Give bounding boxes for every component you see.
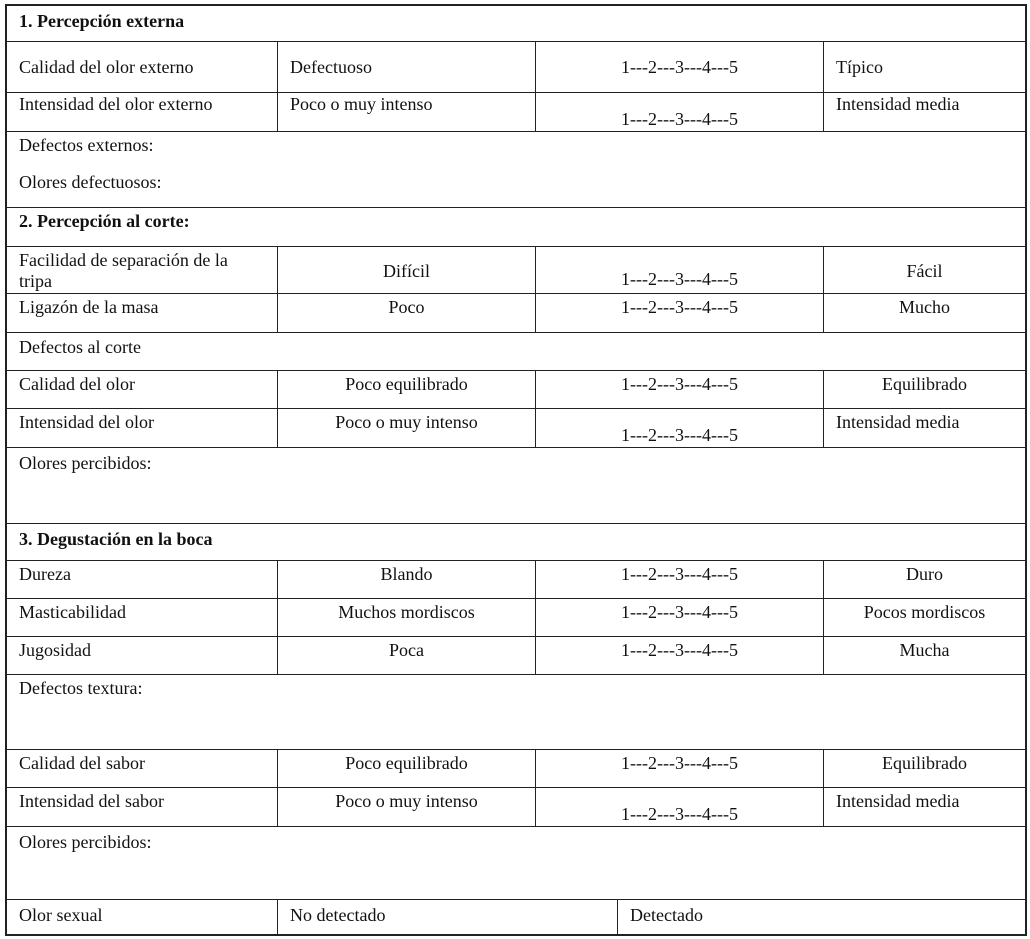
- attribute-label: Olor sexual: [7, 900, 278, 936]
- rating-scale[interactable]: 1---2---3---4---5: [536, 637, 824, 674]
- attribute-label: Calidad del sabor: [7, 750, 278, 787]
- notes-row: [7, 675, 1025, 750]
- defects-external-label: Defectos externos:: [19, 135, 154, 155]
- perceived-odors-label: Olores percibidos:: [19, 832, 152, 852]
- scale-high-label: Duro: [906, 564, 943, 584]
- attribute-label: Jugosidad: [7, 637, 278, 674]
- scale-high-label: Intensidad media: [836, 791, 960, 811]
- table-row: [7, 294, 1025, 333]
- table-row: [7, 750, 1025, 788]
- section-2-title: 2. Percepción al corte:: [19, 211, 190, 231]
- evaluation-form-table: [5, 4, 1027, 936]
- table-row: [7, 42, 1025, 93]
- section-1-title: 1. Percepción externa: [19, 11, 185, 31]
- scale-low-label: Poco equilibrado: [278, 371, 536, 408]
- scale-low-label: Difícil: [278, 247, 536, 293]
- scale-low-label: Poco equilibrado: [278, 750, 536, 787]
- scale-low-label: Defectuoso: [278, 42, 536, 92]
- scale-high-label: Pocos mordiscos: [863, 602, 986, 622]
- scale-low-label: Muchos mordiscos: [278, 599, 536, 636]
- rating-scale[interactable]: 1---2---3---4---5: [536, 409, 824, 447]
- table-row: [7, 93, 1025, 132]
- scale-low-label: Poco: [278, 294, 536, 332]
- table-row: [7, 599, 1025, 637]
- rating-scale[interactable]: 1---2---3---4---5: [536, 750, 824, 787]
- perceived-odors-label: Olores percibidos:: [19, 453, 152, 473]
- scale-high-label: Mucho: [899, 297, 950, 317]
- rating-scale[interactable]: 1---2---3---4---5: [536, 371, 824, 408]
- attribute-label: Masticabilidad: [7, 599, 278, 636]
- section-1-title-row: [7, 6, 1025, 42]
- scale-low-label: Poco o muy intenso: [278, 788, 536, 826]
- table-row: [7, 788, 1025, 827]
- rating-scale[interactable]: 1---2---3---4---5: [536, 599, 824, 636]
- attribute-label: Intensidad del olor: [7, 409, 278, 447]
- attribute-label: Intensidad del olor externo: [7, 93, 278, 131]
- scale-high-label: Típico: [836, 57, 883, 77]
- scale-low-label: Poco o muy intenso: [278, 93, 536, 131]
- defects-cut-label: Defectos al corte: [19, 337, 141, 357]
- rating-scale[interactable]: 1---2---3---4---5: [536, 294, 824, 332]
- notes-row: [7, 448, 1025, 524]
- scale-low-label: Poca: [278, 637, 536, 674]
- scale-high-label: Equilibrado: [882, 374, 967, 394]
- attribute-label: Calidad del olor externo: [7, 42, 278, 92]
- attribute-label: Dureza: [7, 561, 278, 598]
- scale-high-label: Fácil: [906, 261, 943, 281]
- option-detected[interactable]: Detectado: [630, 905, 703, 925]
- notes-row: [7, 333, 1025, 371]
- table-row: [7, 561, 1025, 599]
- texture-defects-label: Defectos textura:: [19, 678, 143, 698]
- notes-block: [7, 132, 1025, 207]
- scale-high-label: Equilibrado: [882, 753, 967, 773]
- scale-low-label: Poco o muy intenso: [278, 409, 536, 447]
- rating-scale[interactable]: 1---2---3---4---5: [536, 561, 824, 598]
- scale-high-label: Mucha: [899, 640, 950, 660]
- table-row: [7, 371, 1025, 409]
- table-row: [7, 247, 1025, 294]
- notes-row: [7, 827, 1025, 900]
- table-row: [7, 409, 1025, 448]
- rating-scale[interactable]: 1---2---3---4---5: [536, 788, 824, 826]
- defective-odors-label: Olores defectuosos:: [19, 172, 162, 192]
- section-3-title: 3. Degustación en la boca: [19, 529, 213, 549]
- attribute-label: Calidad del olor: [7, 371, 278, 408]
- scale-high-label: Intensidad media: [836, 412, 960, 432]
- table-row: [7, 900, 1025, 936]
- option-not-detected[interactable]: No detectado: [278, 900, 618, 936]
- rating-scale[interactable]: 1---2---3---4---5: [536, 247, 824, 293]
- attribute-label: Facilidad de separación de la tripa: [7, 247, 278, 293]
- scale-high-label: Intensidad media: [836, 94, 960, 114]
- scale-low-label: Blando: [278, 561, 536, 598]
- attribute-label: Ligazón de la masa: [7, 294, 278, 332]
- attribute-label: Intensidad del sabor: [7, 788, 278, 826]
- notes-row: [7, 132, 1025, 208]
- section-3-title-row: [7, 524, 1025, 561]
- rating-scale[interactable]: 1---2---3---4---5: [536, 42, 824, 92]
- section-2-title-row: [7, 208, 1025, 247]
- table-row: [7, 637, 1025, 675]
- rating-scale[interactable]: 1---2---3---4---5: [536, 93, 824, 131]
